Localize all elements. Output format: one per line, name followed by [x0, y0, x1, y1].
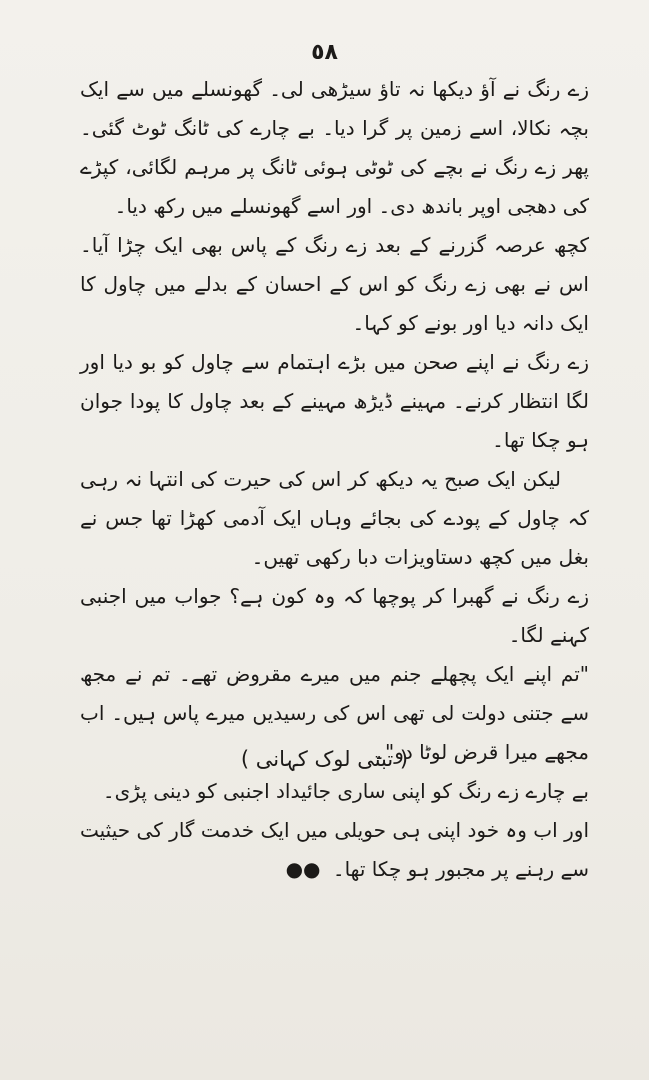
last-paragraph	[80, 811, 589, 889]
paragraph: زے رنگ نے اپنے صحن میں بڑے اہتمام سے چاول کو بو دیا اور لگا انتظار کرنے۔ مہینے ڈیڑھ مہینے کے بعد چاول کا پودا جوان ہو چکا تھا۔	[80, 350, 589, 452]
paragraph-text: اور اب وہ خود اپنی ہی حویلی میں ایک خدمت گار کی حیثیت سے رہنے پر مجبور ہو چکا تھا۔	[80, 818, 589, 881]
paragraph: زے رنگ نے گھبرا کر پوچھا کہ وہ کون ہے؟ جواب میں اجنبی کہنے لگا۔	[80, 584, 589, 647]
paragraph: بے چارے زے رنگ کو اپنی ساری جائیداد اجنبی کو دینی پڑی۔	[102, 779, 589, 803]
paragraph: زے رنگ نے آؤ دیکھا نہ تاؤ سیڑھی لی۔ گھونسلے میں سے ایک بچہ نکالا، اسے زمین پر گرا دیا۔ بے چارے کی ٹانگ ٹوٹ گئی۔ پھر زے رنگ نے بچے کی ٹوٹی ہوئی ٹانگ پر مرہم لگائی، کپڑے کی دھجی اوپر باندھ دی۔ اور اسے گھونسلے میں رکھ دیا۔	[80, 77, 589, 218]
ending-mark: ●●	[285, 857, 321, 881]
story-source: ( تبتی لوک کہانی )	[240, 747, 409, 771]
paragraph: "تم اپنے ایک پچھلے جنم میں میرے مقروض تھے۔ تم نے مجھ سے جتنی دولت لی تھی اس کی رسیدیں میرے پاس ہیں۔ اب مجھے میرا قرض لوٹا دو"۔	[80, 662, 589, 764]
paragraph: لیکن ایک صبح یہ دیکھ کر اس کی حیرت کی انتہا نہ رہی کہ چاول کے پودے کی بجائے وہاں ایک آدمی کھڑا تھا جس نے بغل میں کچھ دستاویزات دبا رکھی تھیں۔	[80, 467, 589, 569]
paragraph: کچھ عرصہ گزرنے کے بعد زے رنگ کے پاس بھی ایک چڑا آیا۔ اس نے بھی زے رنگ کو اس کے احسان کے بدلے میں چاول کا ایک دانہ دیا اور بونے کو کہا۔	[80, 233, 589, 335]
page-number: ٥٨	[311, 40, 338, 65]
